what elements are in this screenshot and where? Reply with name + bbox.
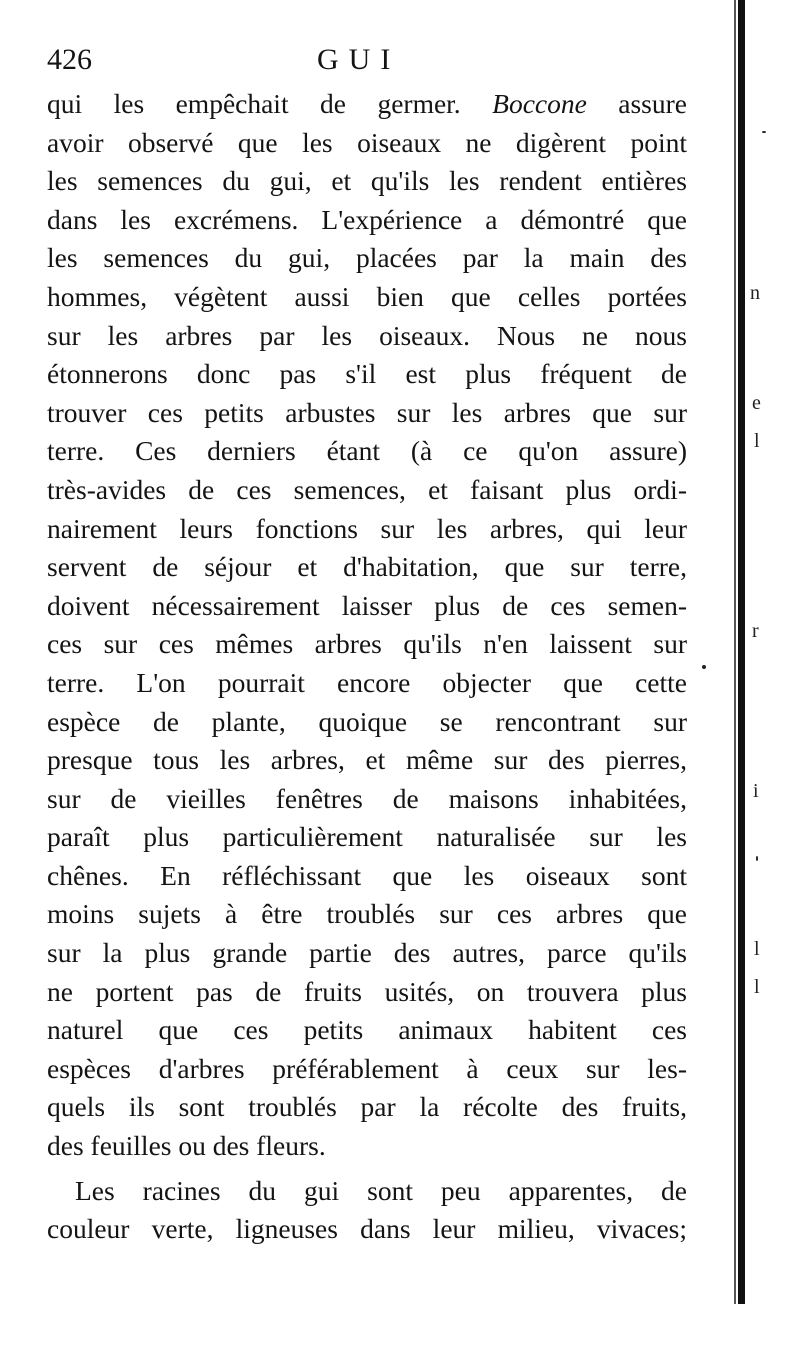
text-line: naturel que ces petits animaux habitent ces <box>47 1014 687 1046</box>
text-line: des feuilles ou des fleurs. <box>47 1130 326 1162</box>
facing-page-bleed: l <box>754 938 760 960</box>
ink-speck <box>702 665 706 669</box>
text-line: hommes, végètent aussi bien que celles portées <box>47 280 687 312</box>
facing-page-bleed: i <box>753 780 759 802</box>
text-line: terre. Ces derniers étant (à ce qu'on assure) <box>47 435 687 467</box>
text-line: très-avides de ces semences, et faisant plus ordi- <box>47 473 687 505</box>
text-line: espèces d'arbres préférablement à ceux sur les- <box>47 1052 687 1084</box>
text-line: dans les excrémens. L'expérience a démontré que <box>47 203 687 235</box>
text-line: sur la plus grande partie des autres, parce qu'ils <box>47 937 687 969</box>
facing-page-bleed: e <box>752 392 761 414</box>
text-line: doivent nécessairement laisser plus de ces semen- <box>47 589 687 621</box>
page-number: 426 <box>47 43 92 76</box>
binding-edge <box>738 0 745 1304</box>
text-line: terre. L'on pourrait encore objecter que cette <box>47 666 687 698</box>
text-line: avoir observé que les oiseaux ne digèrent point <box>47 126 687 158</box>
text-line: couleur verte, ligneuses dans leur milieu, vivaces; <box>47 1213 687 1245</box>
text-line: espèce de plante, quoique se rencontrant sur <box>47 705 687 737</box>
facing-page-bleed: l <box>754 430 760 452</box>
page-header <box>47 38 687 82</box>
text-line: sur les arbres par les oiseaux. Nous ne nous <box>47 319 687 351</box>
text-line: trouver ces petits arbustes sur les arbres que sur <box>47 396 687 428</box>
text-line: ne portent pas de fruits usités, on trouvera plus <box>47 975 687 1007</box>
text-line: sur de vieilles fenêtres de maisons inhabitées, <box>47 782 687 814</box>
text-line: quels ils sont troublés par la récolte des fruits, <box>47 1091 687 1123</box>
text-line: les semences du gui, placées par la main des <box>47 242 687 274</box>
binding-edge-shadow <box>734 0 736 1304</box>
italic-name: Boccone <box>492 88 587 119</box>
paragraph-2 <box>47 1172 687 1249</box>
text-line: ces sur ces mêmes arbres qu'ils n'en laissent sur <box>47 628 687 660</box>
text-line: nairement leurs fonctions sur les arbres, qui leur <box>47 512 687 544</box>
running-title: GUI <box>317 43 401 76</box>
body-text <box>47 85 687 1249</box>
text-line: servent de séjour et d'habitation, que sur terre, <box>47 551 687 583</box>
text-line: étonnerons donc pas s'il est plus fréquent de <box>47 358 687 390</box>
facing-page-bleed: r <box>752 620 759 642</box>
text-line: qui les empêchait de germer. Boccone assure <box>47 88 687 119</box>
text-line: presque tous les arbres, et même sur des pierres, <box>47 744 687 776</box>
ink-speck <box>762 131 766 133</box>
text-line: les semences du gui, et qu'ils les rendent entières <box>47 165 687 197</box>
text-line: chênes. En réfléchissant que les oiseaux sont <box>47 859 687 891</box>
text-line: Les racines du gui sont peu apparentes, de <box>75 1174 687 1206</box>
paragraph-1 <box>47 85 687 1166</box>
facing-page-bleed: l <box>754 976 760 998</box>
facing-page-bleed: n <box>750 282 760 304</box>
text-line: moins sujets à être troublés sur ces arbres que <box>47 898 687 930</box>
text-line: paraît plus particulièrement naturalisée sur les <box>47 821 687 853</box>
ink-speck <box>756 856 758 861</box>
